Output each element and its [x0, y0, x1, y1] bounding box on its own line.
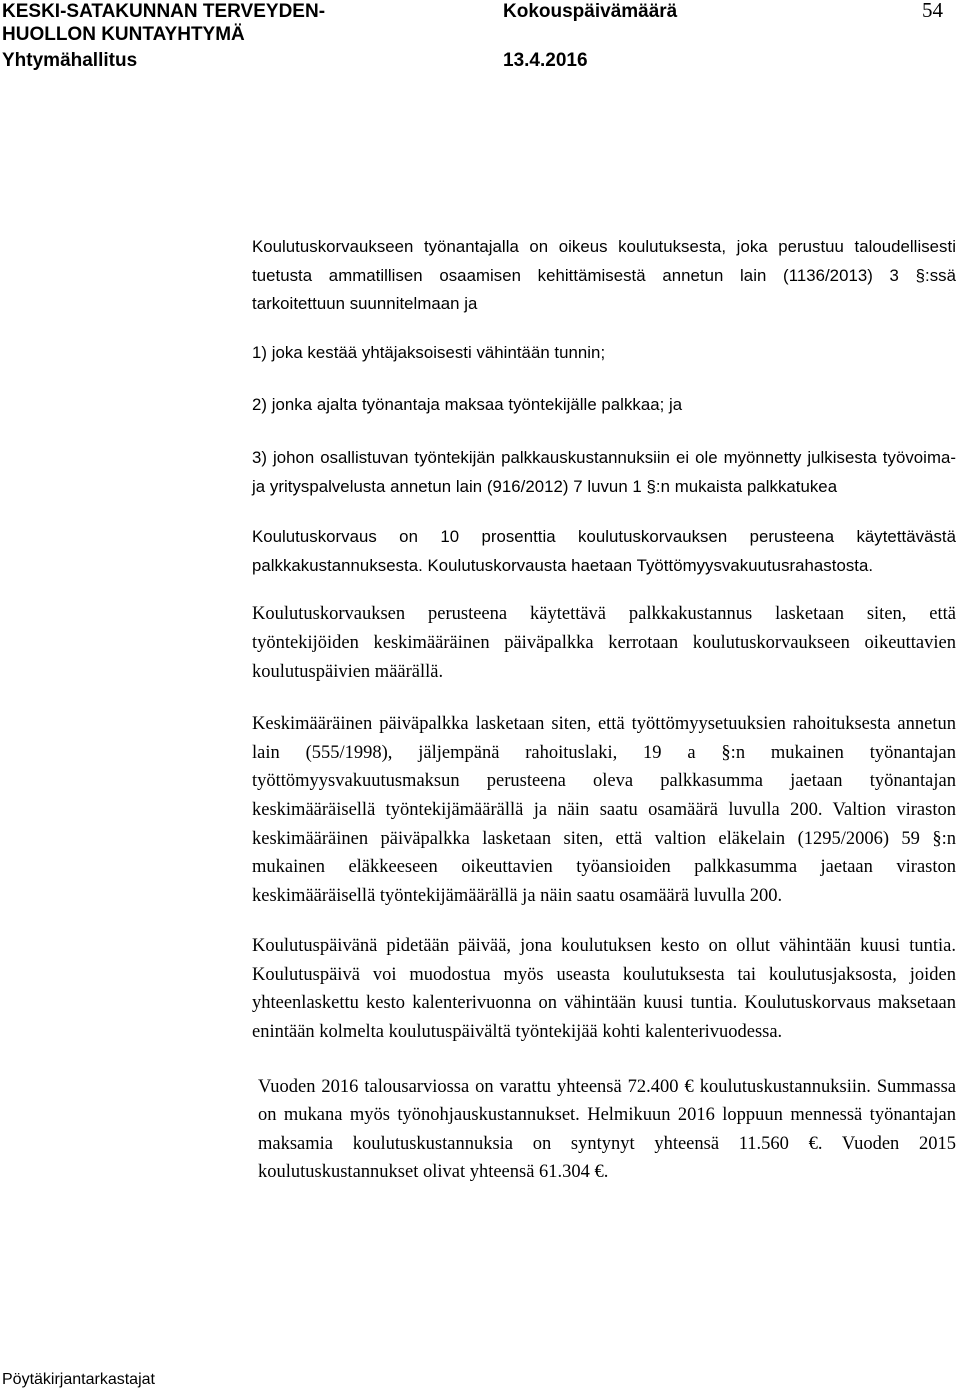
paragraph-1: Koulutuskorvaukseen työnantajalla on oikeus koulutuksesta, joka perustuu taloudellisesti tuetusta ammatillisen osaamisen kehittämisestä annetun lain (1136/2013) 3 §:ssä tarkoitettuun suunnitelmaan ja	[252, 237, 956, 314]
paragraph-3: Koulutuskorvauksen perusteena käytettävä palkkakustannus lasketaan siten, että työntekijöiden keskimääräinen päiväpalkka kerrotaan koulutuskorvaukseen oikeuttavien koulutuspäivien määrällä.	[252, 604, 956, 682]
meeting-date-value: 13.4.2016	[503, 50, 588, 71]
paragraph-4: Keskimääräinen päiväpalkka lasketaan siten, että työttömyysetuuksien rahoituksesta annetun lain (555/1998), jäljempänä rahoituslaki, 19 a §:n mukainen työnantajan työttömyysvakuutusmaksun perusteena oleva palkkasumma jaetaan työnantajan keskimääräisellä työntekijämäärällä ja näin saatu osamäärä luvulla 200. Valtion viraston keskimääräinen päiväpalkka lasketaan siten, että valtion eläkelain (1295/2006) 59 §:n mukainen eläkkeeseen oikeuttavien työansioiden palkkasumma jaetaan viraston keskimääräisellä työntekijämäärällä ja näin saatu osamäärä luvulla 200.	[252, 714, 956, 906]
page-header	[0, 0, 960, 80]
page-footer	[2, 1371, 155, 1389]
paragraph-2: Koulutuskorvaus on 10 prosenttia koulutuskorvauksen perusteena käytettävästä palkkakustannuksesta. Koulutuskorvausta haetaan Työttömyysvakuutusrahastosta.	[252, 527, 956, 575]
organization-name-line1: KESKI-SATAKUNNAN TERVEYDEN-	[2, 1, 326, 22]
governing-body-name: Yhtymähallitus	[2, 50, 138, 71]
paragraph-5: Koulutuspäivänä pidetään päivää, jona koulutuksen kesto on ollut vähintään kuusi tuntia. Koulutuspäivä voi muodostua myös useasta koulutuksesta tai koulutusjaksosta, joiden yhteenlaskettu kesto kalenterivuonna on vähintään kuusi tuntia. Koulutuskorvaus maksetaan enintään kolmelta koulutuspäivältä työntekijää kohti kalenterivuodessa.	[252, 936, 956, 1043]
organization-name-line2: HUOLLON KUNTAYHTYMÄ	[2, 24, 245, 45]
paragraph-6: Vuoden 2016 talousarviossa on varattu yhteensä 72.400 € koulutuskustannuksiin. Summassa on mukana myös työnohjauskustannukset. Helmikuun 2016 loppuun mennessä työnantajan maksamia koulutuskustannuksia on syntynyt yhteensä 11.560 €. Vuoden 2015 koulutuskustannukset olivat yhteensä 61.304 €.	[258, 1076, 956, 1183]
page-number: 54	[922, 0, 943, 22]
list-item-1: 1) joka kestää yhtäjaksoisesti vähintään tunnin;	[252, 342, 606, 362]
list-item-2: 2) jonka ajalta työnantaja maksaa työntekijälle palkkaa; ja	[252, 395, 683, 415]
list-item-3: 3) johon osallistuvan työntekijän palkkauskustannuksiin ei ole myönnetty julkisesta työvoima- ja yrityspalvelusta annetun lain (916/2012) 7 luvun 1 §:n mukaista palkkatukea	[252, 447, 956, 496]
document-body	[252, 225, 956, 1187]
meeting-date-label: Kokouspäivämäärä	[503, 1, 678, 22]
footer-label: Pöytäkirjantarkastajat	[2, 1371, 155, 1388]
